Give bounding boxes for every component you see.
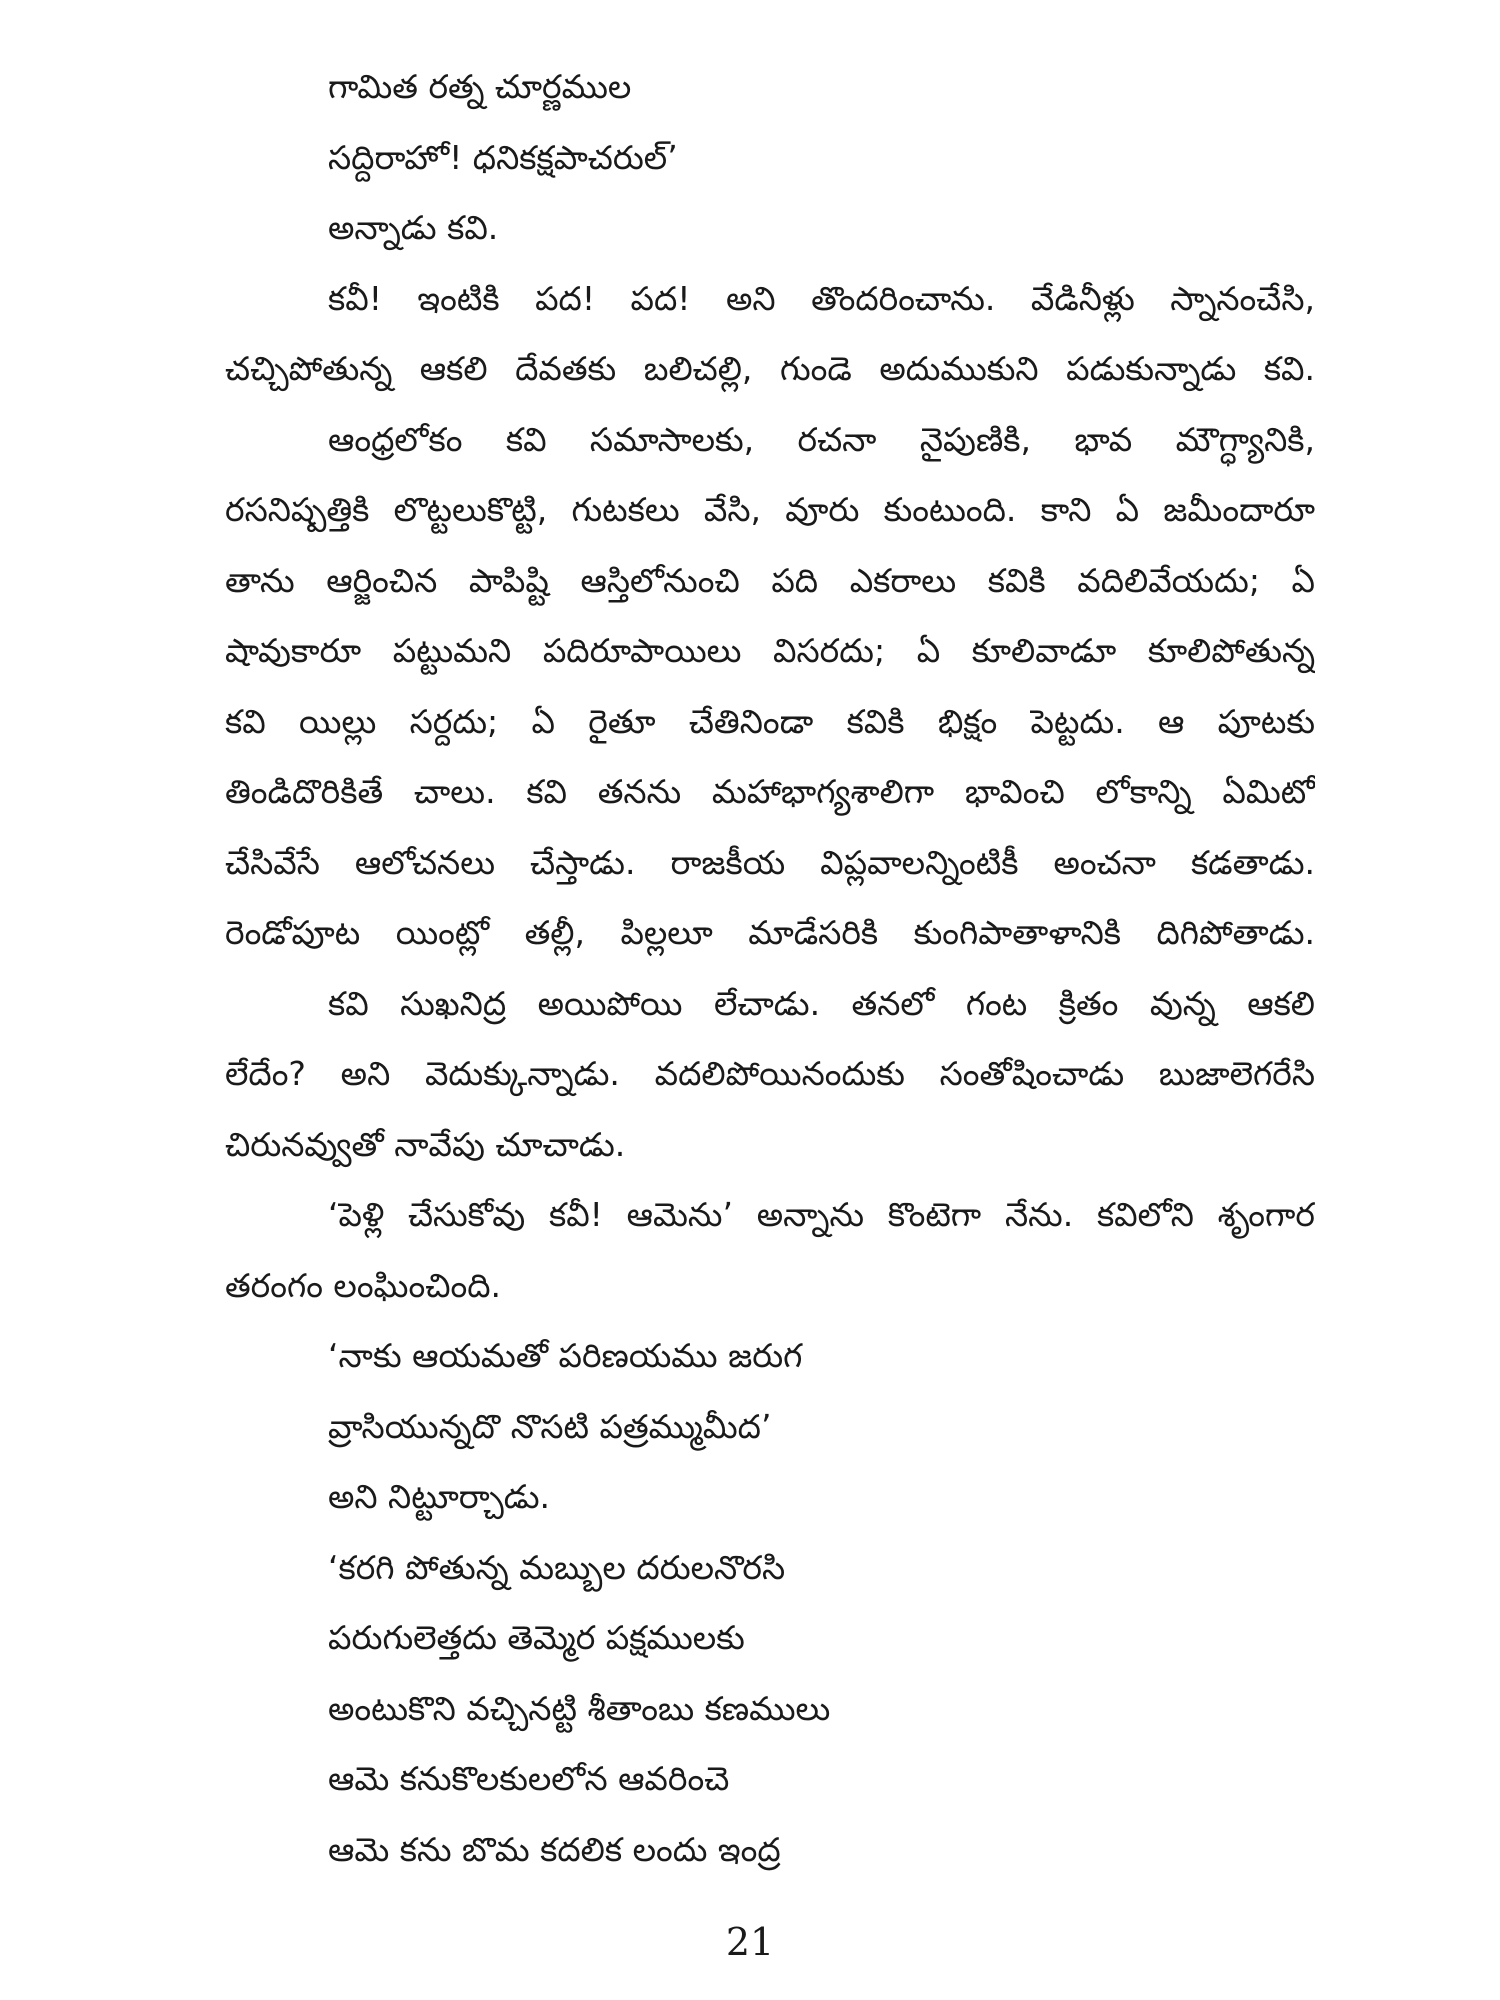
text-line: ‘పెళ్లి చేసుకోవు కవీ! ఆమెను’ అన్నాను కొంటెగా నేను. కవిలోని శృంగార [328, 1195, 1315, 1234]
text-line: చిరునవ్వుతో నావేపు చూచాడు. [225, 1124, 626, 1164]
text-line: వ్రాసియున్నదొ నొసటి పత్రమ్ముమీద’ [328, 1406, 772, 1446]
text-line: అని నిట్టూర్చాడు. [328, 1477, 551, 1516]
text-line: రెండోపూట యింట్లో తల్లీ, పిల్లలూ మాడేసరికి కుంగిపాతాళానికి దిగిపోతాడు. [225, 913, 1315, 952]
text-line: ఆమె కనుకొలకులలోన ఆవరించె [328, 1759, 730, 1798]
text-line: లేదేం? అని వెదుక్కున్నాడు. వదలిపోయినందుకు సంతోషించాడు బుజాలెగరేసి [225, 1054, 1315, 1093]
text-line: ఆమె కను బొమ కదలిక లందు ఇంద్ర [328, 1829, 781, 1869]
body-text [225, 52, 1315, 1885]
text-line: తరంగం లంఘించింది. [225, 1265, 502, 1305]
text-line: చేసివేసే ఆలోచనలు చేస్తాడు. రాజకీయ విప్లవాలన్నింటికీ అంచనా కడతాడు. [225, 842, 1315, 882]
text-line: షావుకారూ పట్టుమని పదిరూపాయిలు విసరదు; ఏ కూలివాడూ కూలిపోతున్న [225, 631, 1315, 670]
page-number: 21 [725, 1920, 775, 1964]
text-line: సద్దిరాహో! ధనికక్షపాచరుల్’ [328, 137, 678, 177]
text-line: గామిత రత్న చూర్ణముల [328, 67, 632, 106]
text-line: అన్నాడు కవి. [328, 208, 499, 247]
text-line: తిండిదొరికితే చాలు. కవి తనను మహాభాగ్యశాలిగా భావించి లోకాన్ని ఏమిటో [225, 772, 1315, 811]
text-line: కవి యిల్లు సర్దదు; ఏ రైతూ చేతినిండా కవికి భిక్షం పెట్టదు. ఆ పూటకు [225, 701, 1315, 741]
text-line: ‘నాకు ఆయమతో పరిణయము జరుగ [328, 1336, 803, 1375]
text-line: తాను ఆర్జించిన పాపిష్టి ఆస్తిలోనుంచి పది ఎకరాలు కవికి వదిలివేయదు; ఏ [225, 560, 1315, 600]
text-line: కవి సుఖనిద్ర అయిపోయి లేచాడు. తనలో గంట క్రితం వున్న ఆకలి [328, 983, 1315, 1023]
text-line: రసనిష్పత్తికి లొట్టలుకొట్టి, గుటకలు వేసి, వూరు కుంటుంది. కాని ఏ జమీందారూ [225, 490, 1315, 529]
text-line: ఆంధ్రలోకం కవి సమాసాలకు, రచనా నైపుణికి, భావ మౌగ్ధ్యానికి, [328, 419, 1315, 459]
text-line: చచ్చిపోతున్న ఆకలి దేవతకు బలిచల్లి, గుండె అదుముకుని పడుకున్నాడు కవి. [225, 349, 1315, 388]
text-line: అంటుకొని వచ్చినట్టి శీతాంబు కణములు [328, 1688, 831, 1728]
text-line: ‘కరగి పోతున్న మబ్బుల దరులనొరసి [328, 1547, 786, 1587]
text-line: కవీ! ఇంటికి పద! పద! అని తొందరించాను. వేడినీళ్లు స్నానంచేసి, [328, 278, 1315, 318]
text-line: పరుగులెత్తదు తెమ్మెర పక్షములకు [328, 1618, 745, 1657]
